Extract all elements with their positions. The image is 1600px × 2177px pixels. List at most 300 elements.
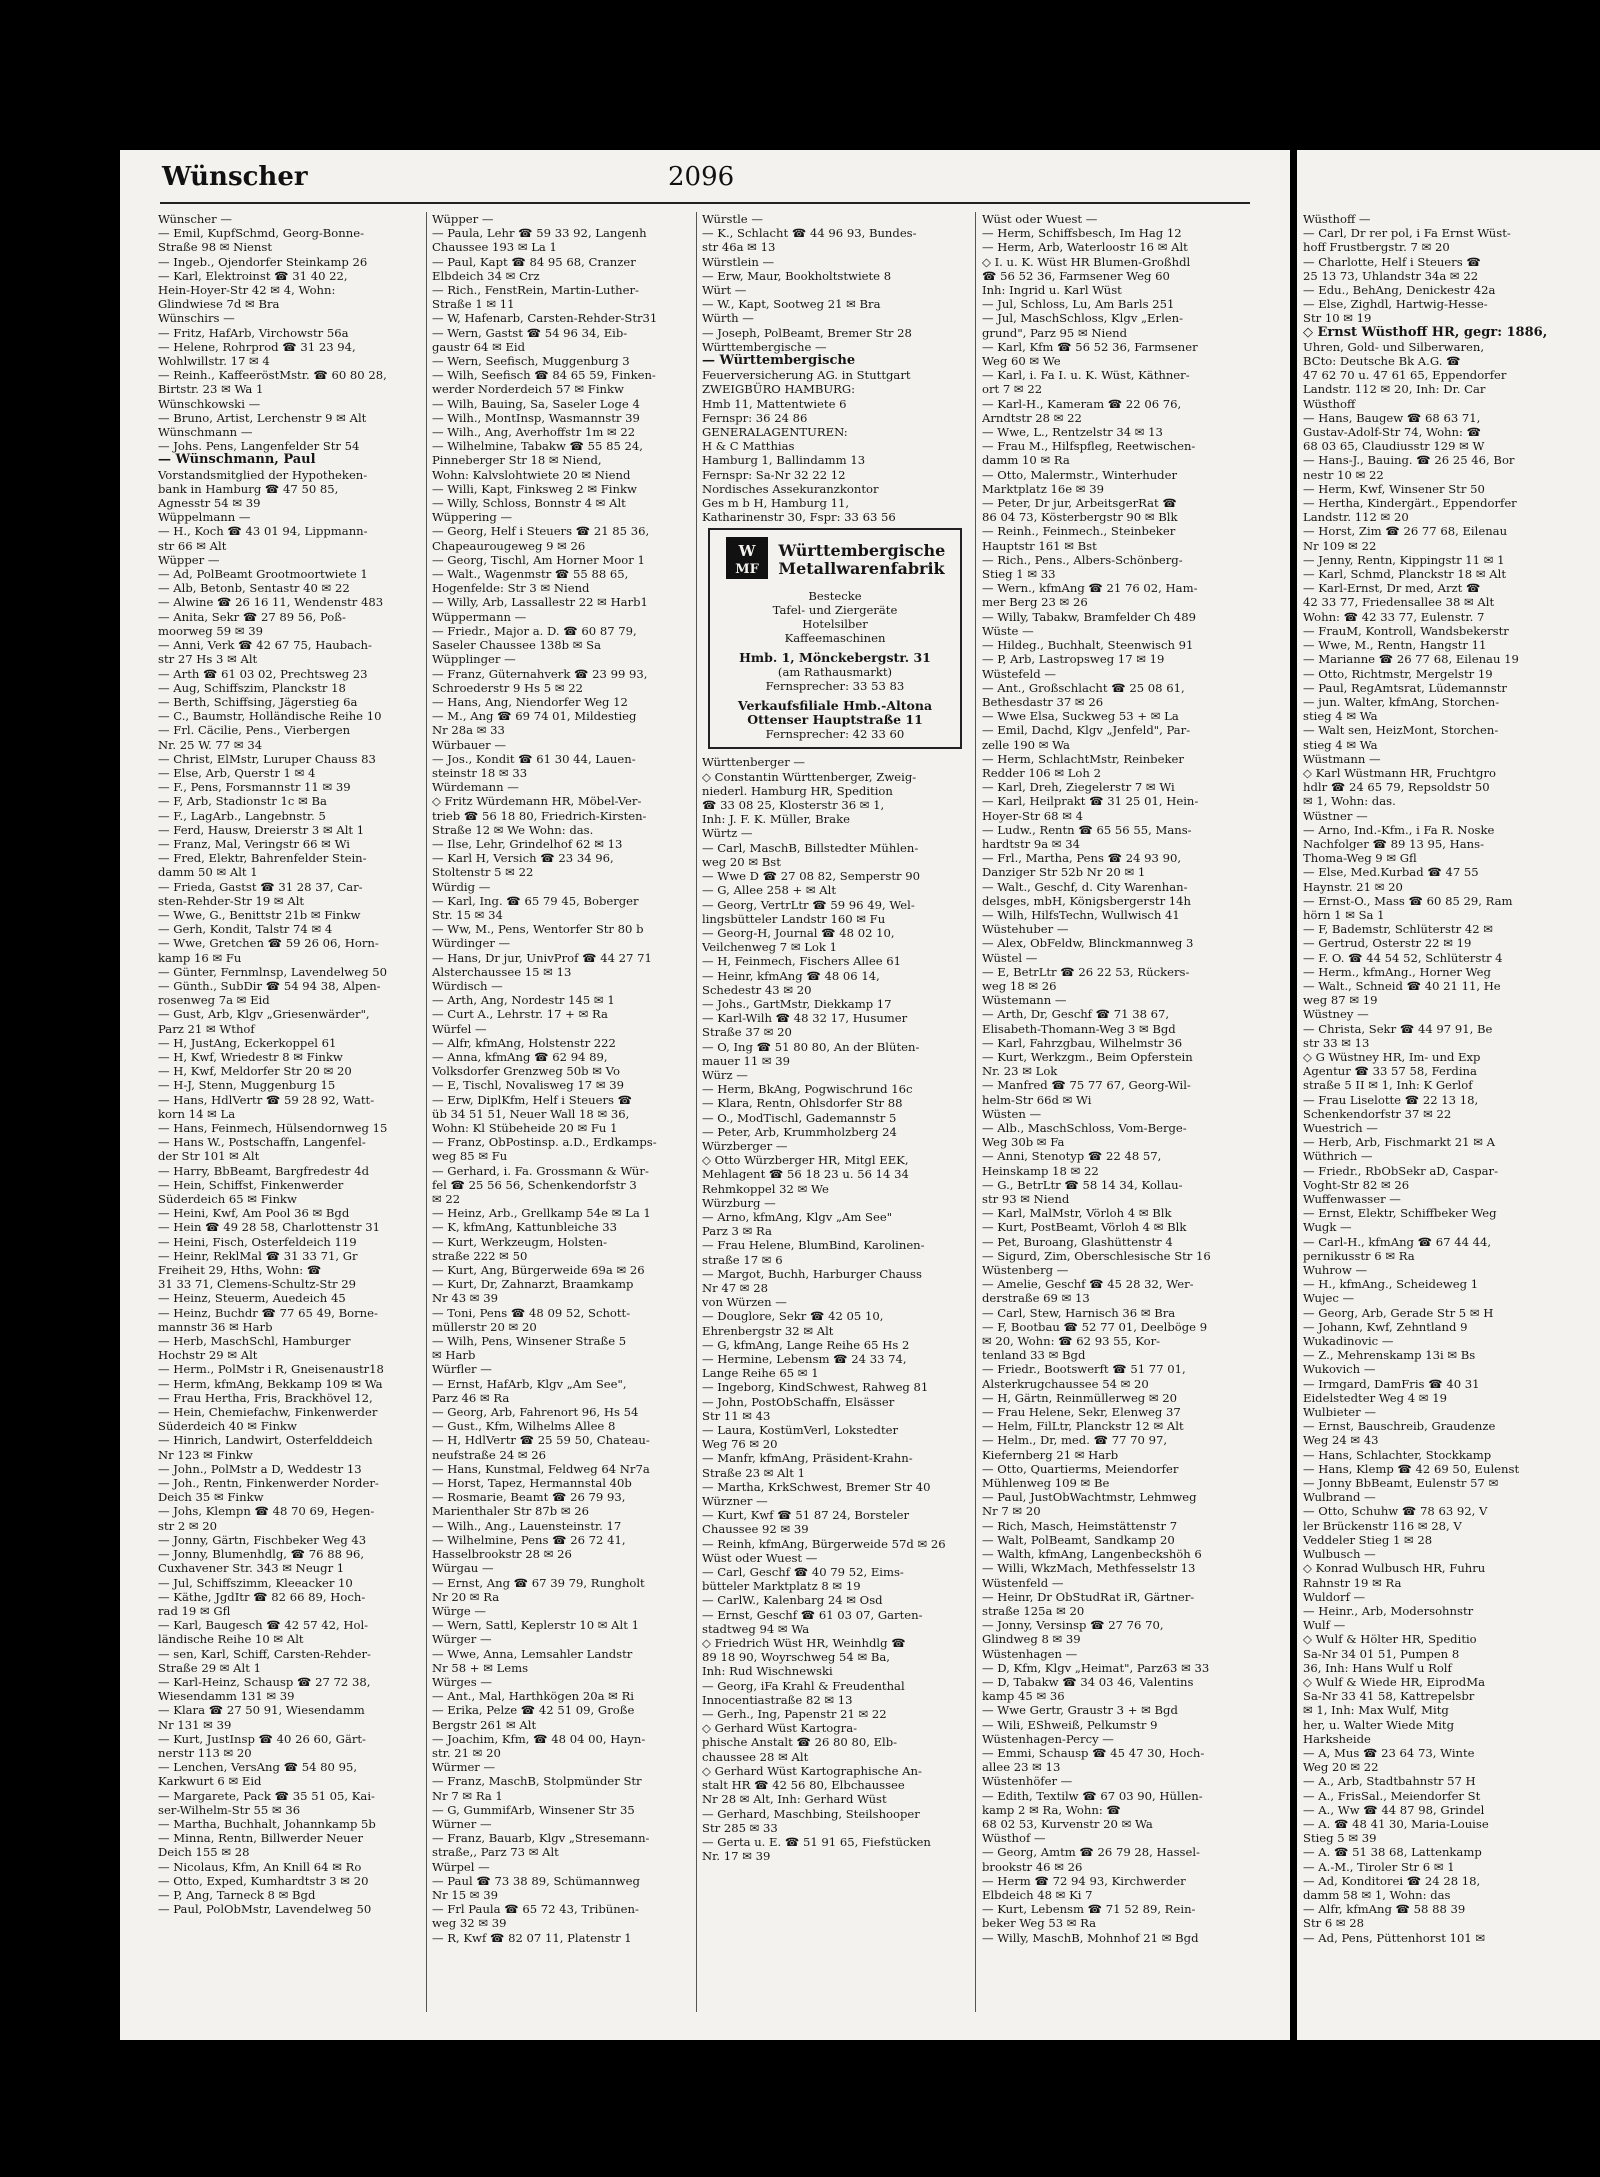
directory-entry-line: Nr 7 ✉ 20 xyxy=(982,1504,1041,1519)
directory-entry-line: ZWEIGBÜRO HAMBURG: xyxy=(702,382,856,397)
directory-entry-line: — Hinrich, Landwirt, Osterfelddeich xyxy=(158,1433,373,1448)
directory-entry-line: — Rich., FenstRein, Martin-Luther- xyxy=(432,283,639,298)
directory-entry-line: — Ernst, Geschf ☎ 61 03 07, Garten- xyxy=(702,1607,923,1622)
directory-entry-line: — Bruno, Artist, Lerchenstr 9 ✉ Alt xyxy=(158,410,367,425)
directory-entry-line: — Otto, Malermstr., Winterhuder xyxy=(982,467,1177,482)
directory-entry-line: Arndtstr 28 ✉ 22 xyxy=(982,410,1082,425)
directory-entry-line: stieg 4 ✉ Wa xyxy=(1303,737,1378,752)
directory-entry-line: Nr 20 ✉ Ra xyxy=(432,1589,500,1604)
directory-entry-line: — F, Arb, Stadionstr 1c ✉ Ba xyxy=(158,794,327,809)
directory-entry-line: 68 03 65, Claudiusstr 129 ✉ W xyxy=(1303,439,1485,454)
directory-entry-line: — Arth, Ang, Nordestr 145 ✉ 1 xyxy=(432,993,615,1008)
directory-entry-line: str 33 ✉ 13 xyxy=(1303,1035,1370,1050)
directory-entry-line: — P, Arb, Lastropsweg 17 ✉ 19 xyxy=(982,652,1165,667)
directory-entry-line: — Arno, Ind.-Kfm., i Fa R. Noske xyxy=(1303,822,1495,837)
directory-entry-line: Wünscher — xyxy=(158,212,232,226)
directory-entry-line: Weg 24 ✉ 43 xyxy=(1303,1433,1379,1448)
directory-entry-line: — Carl, Geschf ☎ 40 79 52, Eims- xyxy=(702,1565,904,1580)
directory-entry-line: Parz 21 ✉ Wthof xyxy=(158,1021,255,1036)
directory-entry-line: — Harry, BbBeamt, Bargfredestr 4d xyxy=(158,1163,370,1178)
directory-entry-line: — Günter, Fernmlnsp, Lavendelweg 50 xyxy=(158,964,387,979)
advertisement-title-line: Metallwarenfabrik xyxy=(778,558,945,578)
directory-entry-line: Würstlein — xyxy=(702,254,775,269)
directory-column-2 xyxy=(432,212,698,2012)
directory-entry-line: — Hans, Baugew ☎ 68 63 71, xyxy=(1303,410,1481,425)
directory-entry-line: Str 10 ✉ 19 xyxy=(1303,311,1372,326)
directory-entry-line: — Klara ☎ 27 50 91, Wiesendamm xyxy=(158,1703,365,1718)
directory-entry-line: — Karl, Kfm ☎ 56 52 36, Farmsener xyxy=(982,339,1198,354)
directory-entry-line: ◇ Gerhard Wüst Kartogra- xyxy=(702,1721,858,1736)
directory-entry-line: — Willy, Arb, Lassallestr 22 ✉ Harb1 xyxy=(432,595,648,610)
directory-entry-line: Marktplatz 16e ✉ 39 xyxy=(982,481,1104,496)
directory-entry-line: — sen, Karl, Schiff, Carsten-Rehder- xyxy=(158,1646,371,1661)
directory-entry-line: Weg 76 ✉ 20 xyxy=(702,1437,778,1452)
directory-entry-line: — Alb., MaschSchloss, Vom-Berge- xyxy=(982,1121,1187,1135)
directory-entry-line: — Karl-H., Kameram ☎ 22 06 76, xyxy=(982,396,1182,411)
directory-entry-line: — G., BetrLtr ☎ 58 14 34, Kollau- xyxy=(982,1177,1183,1192)
directory-entry-line: — Else, Zighdl, Hartwig-Hesse- xyxy=(1303,297,1488,312)
directory-entry-line: Glindwiese 7d ✉ Bra xyxy=(158,297,280,312)
directory-entry-line: — Walt sen, HeizMont, Storchen- xyxy=(1303,723,1499,738)
advertisement-line: Hotelsilber xyxy=(802,617,868,632)
directory-entry-line: Danziger Str 52b Nr 20 ✉ 1 xyxy=(982,865,1146,880)
directory-entry-line: — Gerh, Kondit, Talstr 74 ✉ 4 xyxy=(158,922,333,937)
directory-entry-line: — Karl, Ing. ☎ 65 79 45, Boberger xyxy=(432,893,639,908)
directory-entry-line: — Paul, Kapt ☎ 84 95 68, Cranzer xyxy=(432,254,636,269)
directory-entry-line: — Ernst, HafArb, Klgv „Am See", xyxy=(432,1376,627,1391)
directory-entry-line: — Karl, Fahrzgbau, Wilhelmstr 36 xyxy=(982,1035,1183,1050)
directory-entry-line: Inh: Rud Wischnewski xyxy=(702,1664,833,1679)
directory-entry-line: — Hans, Dr jur, UnivProf ☎ 44 27 71 xyxy=(432,950,652,965)
directory-entry-line: delsges, mbH, Königsbergerstr 14h xyxy=(982,893,1192,908)
directory-entry-line: Süderdeich 65 ✉ Finkw xyxy=(158,1192,297,1207)
directory-entry-line: Landstr. 112 ✉ 20, Inh: Dr. Car xyxy=(1303,382,1486,397)
directory-entry-line: beker Weg 53 ✉ Ra xyxy=(982,1916,1097,1931)
directory-entry-line: — Carl-H., kfmAng ☎ 67 44 44, xyxy=(1303,1234,1492,1249)
directory-entry-line: — Wilh, Seefisch ☎ 84 65 59, Finken- xyxy=(432,368,656,383)
directory-entry-line: — Frau Liselotte ☎ 22 13 18, xyxy=(1303,1092,1479,1107)
directory-entry-line: Straße 12 ✉ We Wohn: das. xyxy=(432,822,594,837)
directory-entry-line: Schroederstr 9 Hs 5 ✉ 22 xyxy=(432,680,583,695)
directory-entry-line: moorweg 59 ✉ 39 xyxy=(158,623,263,638)
directory-entry-line: — Georg, VertrLtr ☎ 59 96 49, Wel- xyxy=(702,897,915,912)
advertisement-line: (am Rathausmarkt) xyxy=(777,665,893,680)
directory-entry-line: — Frl. Cäcilie, Pens., Vierbergen xyxy=(158,723,351,738)
directory-entry-line: Nr 109 ✉ 22 xyxy=(1303,538,1377,553)
directory-entry-line: Würbauer — xyxy=(432,737,506,752)
directory-entry-line: straße,, Parz 73 ✉ Alt xyxy=(432,1845,559,1860)
directory-entry-line: — Alex, ObFeldw, Blinckmannweg 3 xyxy=(982,936,1194,951)
directory-entry-line: — Helm., Dr, med. ☎ 77 70 97, xyxy=(982,1433,1168,1448)
directory-entry-line: Nordisches Assekuranzkontor xyxy=(702,481,879,496)
directory-entry-line: Nr 47 ✉ 28 xyxy=(702,1280,768,1295)
directory-entry-line: — F., LagArb., Langebnstr. 5 xyxy=(158,808,326,823)
directory-entry-line: — Paul, JustObWachtmstr, Lehmweg xyxy=(982,1490,1197,1505)
directory-entry-line: ☎ 33 08 25, Klosterstr 36 ✉ 1, xyxy=(702,798,885,813)
directory-entry-line: straße 5 II ✉ 1, Inh: K Gerlof xyxy=(1303,1078,1473,1093)
directory-entry-line: — Else, Arb, Querstr 1 ✉ 4 xyxy=(158,765,316,780)
directory-entry-line: Birtstr. 23 ✉ Wa 1 xyxy=(158,382,264,397)
directory-entry-line: — Georg-H, Journal ☎ 48 02 10, xyxy=(702,925,895,940)
directory-entry-line: — Hans, Schlachter, Stockkamp xyxy=(1303,1447,1492,1462)
directory-entry-line: Wüstmann — xyxy=(1303,751,1381,766)
directory-entry-line: bütteler Marktplatz 8 ✉ 19 xyxy=(702,1579,861,1594)
directory-entry-line: str 93 ✉ Niend xyxy=(982,1192,1070,1207)
directory-entry-line: — Wwe, G., Benittstr 21b ✉ Finkw xyxy=(158,907,361,922)
directory-entry-line: ◇ Ernst Wüsthoff HR, gegr: 1886, xyxy=(1303,325,1548,340)
directory-entry-line: ◇ Fritz Würdemann HR, Möbel-Ver- xyxy=(432,794,642,809)
directory-entry-line: — Kurt, Werkzgm., Beim Opferstein xyxy=(982,1049,1193,1064)
directory-entry-line: Parz 46 ✉ Ra xyxy=(432,1390,510,1405)
directory-entry-line: 42 33 77, Friedensallee 38 ✉ Alt xyxy=(1303,595,1495,610)
directory-entry-line: — Karl, Elektroinst ☎ 31 40 22, xyxy=(158,268,348,283)
directory-entry-line: allee 23 ✉ 13 xyxy=(982,1760,1061,1775)
directory-entry-line: Straße 1 ✉ 11 xyxy=(432,297,515,312)
directory-entry-line: — Hans, Klemp ☎ 42 69 50, Eulenst xyxy=(1303,1461,1520,1476)
directory-entry-line: Cuxhavener Str. 343 ✉ Neugr 1 xyxy=(158,1561,345,1576)
directory-entry-line: — Franz, Bauarb, Klgv „Stresemann- xyxy=(432,1831,650,1846)
directory-entry-line: — Ingeb., Ojendorfer Steinkamp 26 xyxy=(158,254,368,269)
directory-entry-line: ◇ Friedrich Wüst HR, Weinhdlg ☎ xyxy=(702,1636,906,1651)
directory-entry-line: — Georg, Amtm ☎ 26 79 28, Hassel- xyxy=(982,1845,1200,1860)
directory-entry-line: — Martha, KrkSchwest, Bremer Str 40 xyxy=(702,1479,931,1494)
directory-entry-line: — G, kfmAng, Lange Reihe 65 Hs 2 xyxy=(702,1337,910,1352)
directory-entry-line: Wüstenhöfer — xyxy=(982,1774,1073,1789)
directory-entry-line: — Jos., Kondit ☎ 61 30 44, Lauen- xyxy=(432,751,636,766)
directory-entry-line: Würz — xyxy=(702,1067,748,1082)
next-page-edge xyxy=(1297,150,1600,2040)
directory-entry-line: — Ingeborg, KindSchwest, Rahweg 81 xyxy=(702,1380,929,1395)
directory-entry-line: 36, Inh: Hans Wulf u Rolf xyxy=(1303,1660,1452,1675)
directory-entry-line: Wüppering — xyxy=(432,510,513,525)
directory-entry-line: Wüsthoff xyxy=(1303,396,1356,411)
directory-entry-line: — Kurt, Dr, Zahnarzt, Braamkamp xyxy=(432,1277,634,1292)
directory-entry-line: — Martha, Buchhalt, Johannkamp 5b xyxy=(158,1816,376,1831)
directory-entry-line: Wüstner — xyxy=(1303,808,1368,823)
directory-entry-line: Str 11 ✉ 43 xyxy=(702,1408,771,1423)
directory-entry-line: — Otto, Quartierms, Meiendorfer xyxy=(982,1461,1179,1476)
advertisement-phone: Fernsprecher: 42 33 60 xyxy=(765,727,905,742)
directory-entry-line: — Paula, Lehr ☎ 59 33 92, Langenh xyxy=(432,226,647,241)
directory-entry-line: — Wilhelmine, Tabakw ☎ 55 85 24, xyxy=(432,439,643,454)
directory-entry-line: Freiheit 29, Hths, Wohn: ☎ xyxy=(158,1263,322,1278)
directory-entry-line: — Ferd, Hausw, Dreierstr 3 ✉ Alt 1 xyxy=(158,822,365,837)
directory-entry-line: — Jonny, Versinsp ☎ 27 76 70, xyxy=(982,1618,1164,1633)
directory-entry-line: — Frl., Martha, Pens ☎ 24 93 90, xyxy=(982,851,1182,866)
directory-entry-line: — Anni, Verk ☎ 42 67 75, Haubach- xyxy=(158,638,372,653)
directory-entry-line: Bethesdastr 37 ✉ 26 xyxy=(982,694,1104,709)
directory-entry-line: Würfler — xyxy=(432,1362,492,1377)
directory-entry-line: weg 32 ✉ 39 xyxy=(432,1916,507,1931)
directory-entry-line: Elbdeich 48 ✉ Ki 7 xyxy=(982,1887,1093,1902)
directory-entry-line: Weg 20 ✉ 22 xyxy=(1303,1760,1379,1775)
directory-entry-line: Rehmkoppel 32 ✉ We xyxy=(702,1181,829,1196)
directory-entry-line: — Else, Med.Kurbad ☎ 47 55 xyxy=(1303,865,1479,880)
directory-entry-line: — H., kfmAng., Scheideweg 1 xyxy=(1303,1277,1479,1292)
directory-entry-line: — Jonny BbBeamt, Eulenstr 57 ✉ xyxy=(1303,1476,1499,1491)
directory-entry-line: Würner — xyxy=(432,1816,492,1831)
directory-entry-line: Nachfolger ☎ 89 13 95, Hans- xyxy=(1303,836,1484,851)
directory-entry-line: ✉ 22 xyxy=(432,1192,461,1207)
directory-entry-line: — Willi, WkzMach, Methfesselstr 13 xyxy=(982,1561,1196,1576)
directory-entry-line: ✉ 20, Wohn: ☎ 62 93 55, Kor- xyxy=(982,1334,1161,1349)
directory-entry-line: Veilchenweg 7 ✉ Lok 1 xyxy=(702,940,837,955)
directory-entry-line: Wüst oder Wuest — xyxy=(982,212,1098,226)
directory-entry-line: — P, Ang, Tarneck 8 ✉ Bgd xyxy=(158,1887,316,1902)
directory-entry-line: — Joachim, Kfm, ☎ 48 04 00, Hayn- xyxy=(432,1731,646,1746)
directory-entry-line: — Heinz, Arb., Grellkamp 54e ✉ La 1 xyxy=(432,1206,651,1221)
directory-entry-line: — A. ☎ 48 41 30, Maria-Louise xyxy=(1303,1816,1489,1831)
directory-entry-line: Agnesstr 54 ✉ 39 xyxy=(158,496,261,511)
directory-entry-line: — A, Mus ☎ 23 64 73, Winte xyxy=(1303,1745,1475,1760)
directory-entry-line: — Heinr, kfmAng ☎ 48 06 14, xyxy=(702,968,880,983)
directory-entry-line: — Kurt, Lebensm ☎ 71 52 89, Rein- xyxy=(982,1902,1196,1917)
advertisement-line: Bestecke xyxy=(808,589,862,604)
directory-entry-line: — Georg, Arb, Gerade Str 5 ✉ H xyxy=(1303,1305,1494,1320)
directory-entry-line: str. 21 ✉ 20 xyxy=(432,1745,501,1760)
directory-entry-line: weg 18 ✉ 26 xyxy=(982,978,1057,993)
directory-entry-line: — Frau Helene, Sekr, Elenweg 37 xyxy=(982,1405,1181,1420)
directory-entry-line: damm 50 ✉ Alt 1 xyxy=(158,865,258,880)
directory-entry-line: — Alfr, kfmAng, Holstenstr 222 xyxy=(432,1035,616,1050)
directory-entry-line: — D, Kfm, Klgv „Heimat", Parz63 ✉ 33 xyxy=(982,1660,1210,1675)
directory-entry-line: Wüste — xyxy=(982,623,1034,638)
directory-entry-line: hdlr ☎ 24 65 79, Repsoldstr 50 xyxy=(1303,780,1490,795)
directory-entry-line: werder Norderdeich 57 ✉ Finkw xyxy=(432,382,624,397)
directory-entry-line: Würdemann — xyxy=(432,780,519,795)
directory-entry-line: — Wwe, M., Rentn, Hangstr 11 xyxy=(1303,638,1487,653)
directory-entry-line: Stieg 5 ✉ 39 xyxy=(1303,1831,1377,1846)
directory-entry-line: Würfel — xyxy=(432,1021,487,1036)
directory-entry-line: H & C Matthias xyxy=(702,439,795,454)
directory-entry-line: — H, HdlVertr ☎ 25 59 50, Chateau- xyxy=(432,1433,650,1448)
directory-entry-line: — H, JustAng, Eckerkoppel 61 xyxy=(158,1035,337,1050)
directory-entry-line: Wünschirs — xyxy=(158,311,235,326)
directory-entry-line: — Hildeg., Buchhalt, Steenwisch 91 xyxy=(982,638,1194,653)
directory-entry-line: — Reinh., KaffeeröstMstr. ☎ 60 80 28, xyxy=(158,368,387,383)
directory-entry-line: Straße 23 ✉ Alt 1 xyxy=(702,1465,805,1480)
directory-entry-line: — Gerta u. E. ☎ 51 91 65, Fiefstücken xyxy=(702,1834,931,1849)
directory-entry-line: Würdig — xyxy=(432,879,491,894)
directory-entry-line: Wüpper — xyxy=(158,552,220,567)
directory-entry-line: — W, Hafenarb, Carsten-Rehder-Str31 xyxy=(432,311,658,326)
directory-entry-line: — Arth, Dr, Geschf ☎ 71 38 67, xyxy=(982,1007,1170,1022)
directory-entry-line: — Herm, SchlachtMstr, Reinbeker xyxy=(982,751,1184,766)
directory-entry-line: — Manfr, kfmAng, Präsident-Krahn- xyxy=(702,1451,913,1466)
directory-entry-line: — Herb, MaschSchl, Hamburger xyxy=(158,1334,351,1349)
directory-entry-line: ser-Wilhelm-Str 55 ✉ 36 xyxy=(158,1802,301,1817)
directory-entry-line: — Walth, kfmAng, Langenbeckshöh 6 xyxy=(982,1547,1202,1562)
directory-entry-line: — Wern, Gastst ☎ 54 96 34, Eib- xyxy=(432,325,628,340)
directory-entry-line: — Margarete, Pack ☎ 35 51 05, Kai- xyxy=(158,1788,375,1803)
directory-entry-line: — Carl, MaschB, Billstedter Mühlen- xyxy=(702,840,919,855)
directory-entry-line: Voght-Str 82 ✉ 26 xyxy=(1303,1177,1410,1192)
directory-entry-line: Hoyer-Str 68 ✉ 4 xyxy=(982,808,1084,823)
directory-entry-line: — Otto, Schuhw ☎ 78 63 92, V xyxy=(1303,1504,1488,1519)
directory-entry-line: — H, Kwf, Meldorfer Str 20 ✉ 20 xyxy=(158,1064,352,1079)
directory-entry-line: — Hans, Kunstmal, Feldweg 64 Nr7a xyxy=(432,1461,650,1476)
directory-entry-line: von Würzen — xyxy=(702,1295,787,1310)
directory-entry-line: — Hans-J., Bauing. ☎ 26 25 46, Bor xyxy=(1303,453,1515,468)
directory-entry-line: — Herm, kfmAng, Bekkamp 109 ✉ Wa xyxy=(158,1376,383,1391)
directory-entry-line: Str 6 ✉ 28 xyxy=(1303,1916,1365,1931)
directory-entry-line: Würger — xyxy=(432,1632,492,1647)
directory-entry-line: ◇ I. u. K. Wüst HR Blumen-Großhdl xyxy=(982,254,1191,269)
directory-entry-line: — Karl-Ernst, Dr med, Arzt ☎ xyxy=(1303,581,1481,596)
directory-entry-line: steinstr 18 ✉ 33 xyxy=(432,765,528,780)
directory-entry-line: Württenberger — xyxy=(702,755,806,770)
directory-entry-line: — H, Kwf, Wriedestr 8 ✉ Finkw xyxy=(158,1049,343,1064)
directory-entry-line: Bergstr 261 ✉ Alt xyxy=(432,1717,537,1732)
directory-entry-line: — Ad, PolBeamt Grootmoortwiete 1 xyxy=(158,567,368,582)
directory-entry-line: Inh: Ingrid u. Karl Wüst xyxy=(982,283,1122,298)
directory-entry-line: ◇ Wulf & Hölter HR, Speditio xyxy=(1303,1632,1477,1647)
directory-entry-line: Weg 60 ✉ We xyxy=(982,354,1061,369)
directory-entry-line: Lange Reihe 65 ✉ 1 xyxy=(702,1366,819,1381)
directory-entry-line: 68 02 53, Kurvenstr 20 ✉ Wa xyxy=(982,1816,1153,1831)
directory-entry-line: — G, GummifArb, Winsener Str 35 xyxy=(432,1802,635,1817)
directory-entry-line: niederl. Hamburg HR, Spedition xyxy=(702,783,893,798)
directory-entry-line: — jun. Walter, kfmAng, Storchen- xyxy=(1303,694,1500,709)
directory-entry-line: — Jul, Schloss, Lu, Am Barls 251 xyxy=(982,297,1175,312)
directory-entry-line: chaussee 28 ✉ Alt xyxy=(702,1749,809,1764)
directory-entry-line: — Franz, Güternahverk ☎ 23 99 93, xyxy=(432,666,648,681)
directory-entry-line: — Ernst, Bauschreib, Graudenze xyxy=(1303,1419,1496,1434)
column-rule xyxy=(426,212,427,2012)
directory-entry-line: — Johs., GartMstr, Diekkamp 17 xyxy=(702,996,892,1011)
directory-entry-line: Nr. 25 W. 77 ✉ 34 xyxy=(158,737,263,752)
directory-entry-line: — Ant., Mal, Harthkögen 20a ✉ Ri xyxy=(432,1689,635,1704)
directory-entry-line: — Wwe, Gretchen ☎ 59 26 06, Horn- xyxy=(158,936,379,951)
directory-entry-line: Hamburg 1, Ballindamm 13 xyxy=(702,453,866,468)
directory-entry-line: — Joseph, PolBeamt, Bremer Str 28 xyxy=(702,325,912,340)
directory-entry-line: weg 20 ✉ Bst xyxy=(702,854,781,869)
header-rule xyxy=(160,202,1250,204)
directory-entry-line: rosenweg 7a ✉ Eid xyxy=(158,993,270,1008)
directory-entry-line: — Gerh., Ing, Papenstr 21 ✉ 22 xyxy=(702,1707,887,1722)
directory-entry-line: — Wwe Gertr, Graustr 3 + ✉ Bgd xyxy=(982,1703,1178,1718)
directory-entry-line: — H-J, Stenn, Muggenburg 15 xyxy=(158,1078,336,1093)
directory-entry-line: — Herm, Arb, Waterloostr 16 ✉ Alt xyxy=(982,240,1188,255)
directory-entry-line: zelle 190 ✉ Wa xyxy=(982,737,1070,752)
directory-entry-line: — Heinz, Steuerm, Auedeich 45 xyxy=(158,1291,346,1306)
directory-entry-line: — Herm ☎ 72 94 93, Kirchwerder xyxy=(982,1873,1186,1888)
directory-entry-line: mer Berg 23 ✉ 26 xyxy=(982,595,1088,610)
directory-entry-line: 89 18 90, Woyrschweg 54 ✉ Ba, xyxy=(702,1650,890,1665)
directory-entry-line: Parz 3 ✉ Ra xyxy=(702,1224,772,1239)
directory-entry-line: — H., Koch ☎ 43 01 94, Lippmann- xyxy=(158,524,368,539)
directory-entry-line: Wulf — xyxy=(1303,1618,1346,1633)
directory-entry-line: — G, Allee 258 + ✉ Alt xyxy=(702,883,837,898)
directory-entry-line: Würges — xyxy=(432,1674,492,1689)
directory-entry-line: Wüsthof — xyxy=(982,1831,1046,1846)
directory-entry-line: stadtweg 94 ✉ Wa xyxy=(702,1621,810,1636)
directory-entry-line: — Franz, MaschB, Stolpmünder Str xyxy=(432,1774,642,1789)
directory-entry-line: — A.-M., Tiroler Str 6 ✉ 1 xyxy=(1303,1859,1455,1874)
directory-entry-line: — Willy, MaschB, Mohnhof 21 ✉ Bgd xyxy=(982,1930,1199,1945)
directory-entry-line: — Carl, Dr rer pol, i Fa Ernst Wüst- xyxy=(1303,226,1511,241)
directory-entry-line: str 66 ✉ Alt xyxy=(158,538,227,553)
directory-entry-line: str 46a ✉ 13 xyxy=(702,240,776,255)
directory-entry-line: — Otto, Exped, Kumhardtstr 3 ✉ 20 xyxy=(158,1873,369,1888)
directory-entry-line: — Wern, Sattl, Keplerstr 10 ✉ Alt 1 xyxy=(432,1618,639,1633)
directory-entry-line: — Fred, Elektr, Bahrenfelder Stein- xyxy=(158,851,367,866)
directory-entry-line: Hochstr 29 ✉ Alt xyxy=(158,1348,258,1363)
directory-entry-line: — CarlW., Kalenbarg 24 ✉ Osd xyxy=(702,1593,883,1608)
directory-entry-line: GENERALAGENTUREN: xyxy=(702,425,848,440)
directory-entry-line: hörn 1 ✉ Sa 1 xyxy=(1303,907,1385,922)
directory-entry-line: Wüstehuber — xyxy=(982,922,1069,937)
directory-entry-line: lingsbütteler Landstr 160 ✉ Fu xyxy=(702,911,886,926)
directory-entry-line: Nr 58 + ✉ Lems xyxy=(432,1660,529,1675)
directory-entry-line: Ges m b H, Hamburg 11, xyxy=(702,496,850,511)
directory-entry-line: — Franz, Mal, Veringstr 66 ✉ Wi xyxy=(158,836,350,851)
directory-entry-line: — Hein ☎ 49 28 58, Charlottenstr 31 xyxy=(158,1220,380,1235)
directory-entry-line: bank in Hamburg ☎ 47 50 85, xyxy=(158,481,339,496)
directory-entry-line: — Anna, kfmAng ☎ 62 94 89, xyxy=(432,1049,608,1064)
directory-entry-line: — Frieda, Gastst ☎ 31 28 37, Car- xyxy=(158,879,363,894)
directory-entry-line: — Karl-Heinz, Schausp ☎ 27 72 38, xyxy=(158,1674,371,1689)
directory-entry-line: Wuldorf — xyxy=(1303,1589,1366,1604)
directory-entry-line: Harksheide xyxy=(1303,1731,1371,1746)
directory-entry-line: Nr 15 ✉ 39 xyxy=(432,1887,498,1902)
directory-entry-line: — Charlotte, Helf i Steuers ☎ xyxy=(1303,254,1481,269)
directory-entry-line: Gustav-Adolf-Str 74, Wohn: ☎ xyxy=(1303,425,1482,440)
directory-entry-line: — Z., Mehrenskamp 13i ✉ Bs xyxy=(1303,1348,1476,1363)
directory-entry-line: — Klara, Rentn, Ohlsdorfer Str 88 xyxy=(702,1096,903,1111)
directory-entry-line: Vorstandsmitglied der Hypotheken- xyxy=(158,467,368,482)
directory-entry-line: — Edith, Textilw ☎ 67 03 90, Hüllen- xyxy=(982,1788,1203,1803)
directory-entry-line: ◇ Constantin Württenberger, Zweig- xyxy=(702,769,917,784)
directory-entry-line: — Horst, Zim ☎ 26 77 68, Eilenau xyxy=(1303,524,1508,539)
directory-entry-line: — Wilh, HilfsTechn, Wullwisch 41 xyxy=(982,907,1180,922)
directory-entry-line: Würmer — xyxy=(432,1760,496,1775)
directory-entry-line: Innocentiastraße 82 ✉ 13 xyxy=(702,1692,853,1707)
directory-entry-line: — Georg, iFa Krahl & Freudenthal xyxy=(702,1678,905,1693)
directory-entry-line: — Emil, Dachd, Klgv „Jenfeld", Par- xyxy=(982,723,1191,738)
directory-entry-line: Wüsten — xyxy=(982,1106,1042,1121)
directory-entry-line: — Joh., Rentn, Finkenwerder Norder- xyxy=(158,1476,379,1491)
advertisement-line: Kaffeemaschinen xyxy=(784,631,886,646)
directory-entry-line: Eidelstedter Weg 4 ✉ 19 xyxy=(1303,1390,1447,1405)
directory-entry-line: Straße 98 ✉ Nienst xyxy=(158,240,272,255)
directory-entry-line: — Wilh., Ang., Lauensteinstr. 17 xyxy=(432,1518,622,1533)
directory-entry-line: Würzner — xyxy=(702,1494,768,1509)
directory-entry-line: Weg 30b ✉ Fa xyxy=(982,1135,1065,1150)
directory-entry-line: Str 285 ✉ 33 xyxy=(702,1820,778,1835)
directory-entry-line: Würdisch — xyxy=(432,978,503,993)
directory-entry-line: — Rich, Masch, Heimstättenstr 7 xyxy=(982,1518,1178,1533)
directory-entry-line: — Kurt, JustInsp ☎ 40 26 60, Gärt- xyxy=(158,1731,366,1746)
directory-entry-line: — E, Tischl, Novalisweg 17 ✉ 39 xyxy=(432,1078,624,1093)
directory-entry-line: Wohn: Kalvslohtwiete 20 ✉ Niend xyxy=(432,467,631,482)
directory-entry-line: — Douglore, Sekr ☎ 42 05 10, xyxy=(702,1309,884,1324)
directory-entry-line: — Georg, Arb, Fahrenort 96, Hs 54 xyxy=(432,1405,639,1420)
directory-entry-line: — Edu., BehAng, Denickestr 42a xyxy=(1303,283,1496,298)
directory-entry-line: — Wilh., MontInsp, Wasmannstr 39 xyxy=(432,410,640,425)
directory-entry-line: Heinskamp 18 ✉ 22 xyxy=(982,1163,1099,1178)
directory-entry-line: — K, kfmAng, Kattunbleiche 33 xyxy=(432,1220,618,1235)
directory-entry-line: — Wern, Seefisch, Muggenburg 3 xyxy=(432,354,630,369)
directory-entry-line: 86 04 73, Kösterbergstr 90 ✉ Blk xyxy=(982,510,1178,525)
directory-entry-line: — O., ModTischl, Gademannstr 5 xyxy=(702,1110,897,1125)
directory-entry-line: — Gerhard, i. Fa. Grossmann & Wür- xyxy=(432,1163,649,1178)
directory-entry-line: Würzburg — xyxy=(702,1195,776,1210)
directory-entry-line: ort 7 ✉ 22 xyxy=(982,382,1043,397)
directory-entry-line: rad 19 ✉ Gfl xyxy=(158,1603,231,1618)
directory-entry-line: Karkwurt 6 ✉ Eid xyxy=(158,1774,262,1789)
directory-entry-line: kamp 2 ✉ Ra, Wohn: ☎ xyxy=(982,1802,1121,1817)
